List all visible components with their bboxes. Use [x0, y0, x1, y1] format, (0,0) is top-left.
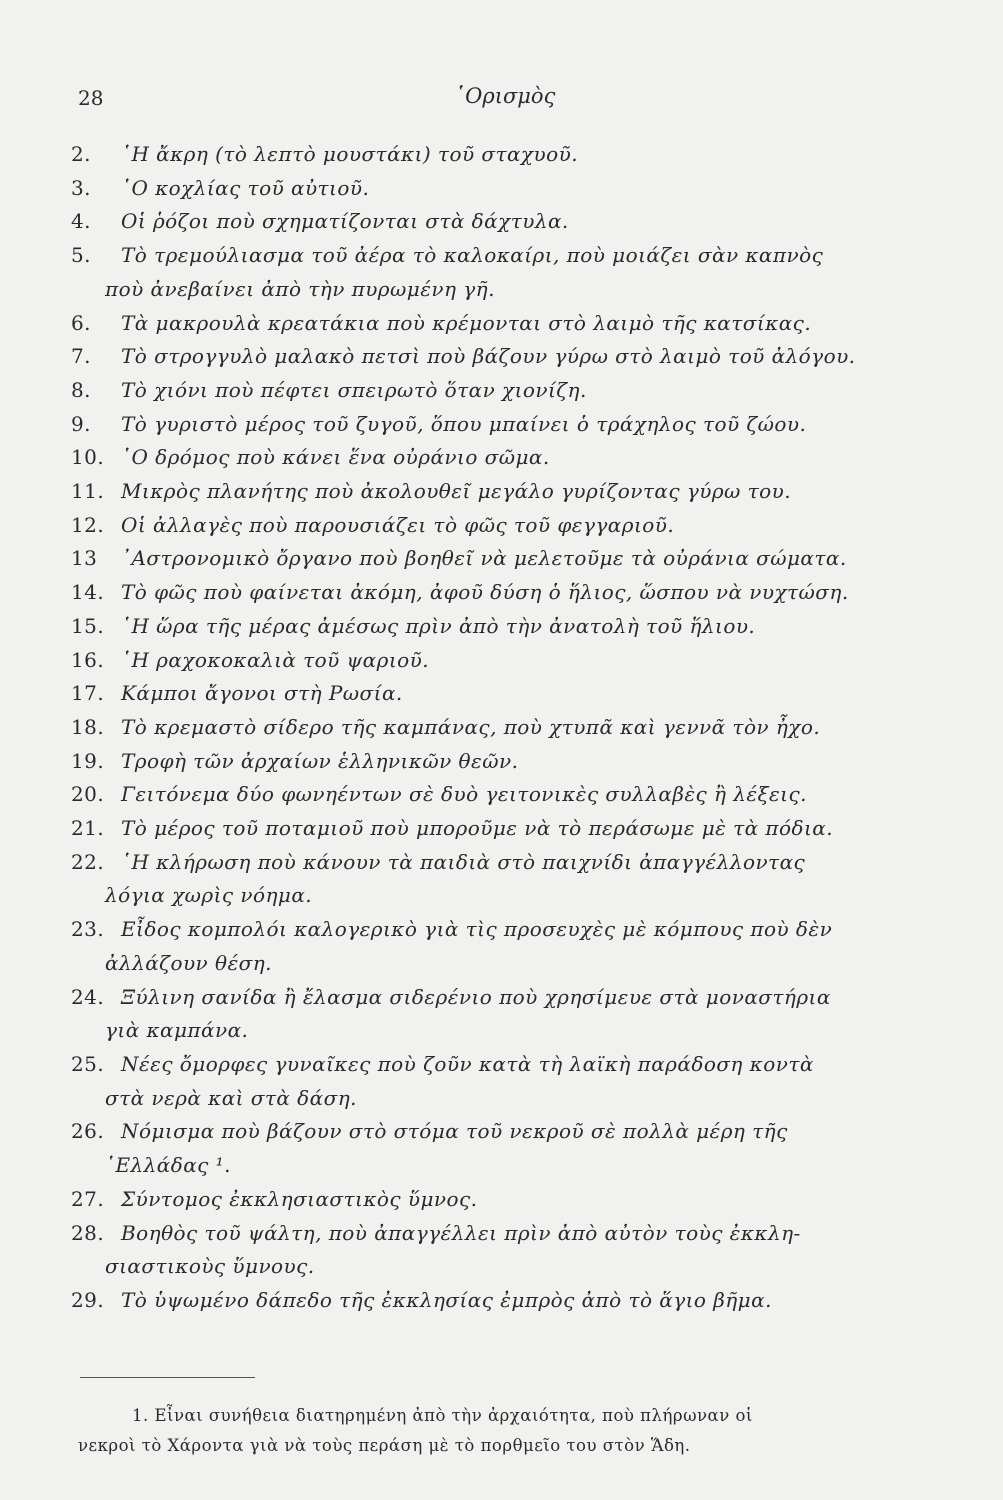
definition-entry: [71, 745, 918, 779]
footnote-rule: [80, 1377, 255, 1378]
footnote-line: 1. Εἶναι συνήθεια διατηρημένη ἀπὸ τὴν ἀρχαιότητα, ποὺ πλήρωναν οἱ: [132, 1406, 753, 1425]
entry-number: 9.: [71, 411, 91, 436]
definition-entry: [71, 441, 918, 475]
entry-text-line: Τὸ φῶς ποὺ φαίνεται ἀκόμη, ἀφοῦ δύση ὁ ἥλιος, ὥσπου νὰ νυχτώση.: [121, 580, 849, 605]
entry-number: 13: [71, 546, 98, 571]
definition-entry: [71, 644, 918, 678]
entry-number: 24.: [71, 984, 105, 1009]
definition-entry: [71, 138, 918, 172]
definition-entry: [71, 1284, 918, 1318]
running-title: ῾Ορισμὸς: [454, 84, 556, 108]
entry-text-line: Τὸ ὑψωμένο δάπεδο τῆς ἐκκλησίας ἐμπρὸς ἀπὸ τὸ ἅγιο βῆμα.: [121, 1287, 772, 1312]
definition-entry: [71, 576, 918, 610]
entry-text-line: Τὸ τρεμούλιασμα τοῦ ἀέρα τὸ καλοκαίρι, ποὺ μοιάζει σὰν καπνὸς: [121, 243, 824, 268]
entry-text-line: λόγια χωρὶς νόημα.: [105, 883, 313, 908]
entry-number: 16.: [71, 647, 105, 672]
definition-entry: [71, 1217, 918, 1284]
entry-number: 6.: [71, 310, 91, 335]
entry-text-line: ῾Ελλάδας ¹.: [105, 1153, 231, 1178]
page-number: 28: [78, 86, 104, 110]
entry-number: 8.: [71, 377, 91, 402]
entry-text-line: Τροφὴ τῶν ἀρχαίων ἑλληνικῶν θεῶν.: [121, 748, 519, 773]
entry-text-line: ἀλλάζουν θέση.: [105, 950, 272, 975]
definition-entry: [71, 1115, 918, 1182]
definition-entry: [71, 475, 918, 509]
entry-text-line: ᾿Αστρονομικὸ ὄργανο ποὺ βοηθεῖ νὰ μελετοῦμε τὰ οὐράνια σώματα.: [121, 546, 847, 571]
footnote: [78, 1401, 908, 1461]
entry-number: 22.: [71, 849, 105, 874]
definition-entry: [71, 610, 918, 644]
entry-text-line: Σύντομος ἐκκλησιαστικὸς ὕμνος.: [121, 1186, 478, 1211]
entry-text-line: Τὸ στρογγυλὸ μαλακὸ πετσὶ ποὺ βάζουν γύρω στὸ λαιμὸ τοῦ ἀλόγου.: [121, 344, 856, 369]
definition-entry: [71, 239, 918, 306]
entry-text-line: ῾Η ὥρα τῆς μέρας ἀμέσως πρὶν ἀπὸ τὴν ἀνατολὴ τοῦ ἥλιου.: [121, 613, 756, 638]
entry-text-line: Μικρὸς πλανήτης ποὺ ἀκολουθεῖ μεγάλο γυρίζοντας γύρω του.: [121, 479, 792, 504]
definition-entry: [71, 1048, 918, 1115]
entry-number: 29.: [71, 1287, 105, 1312]
entry-text-line: ῾Ο κοχλίας τοῦ αὐτιοῦ.: [121, 175, 370, 200]
entry-text-line: ῾Η ἄκρη (τὸ λεπτὸ μουστάκι) τοῦ σταχυοῦ.: [121, 142, 579, 166]
definition-entry: [71, 981, 918, 1048]
entry-text-line: Τὰ μακρουλὰ κρεατάκια ποὺ κρέμονται στὸ λαιμὸ τῆς κατσίκας.: [121, 310, 812, 335]
entry-number: 21.: [71, 816, 105, 841]
entry-text-line: ῾Η κλήρωση ποὺ κάνουν τὰ παιδιὰ στὸ παιχνίδι ἀπαγγέλλοντας: [121, 849, 806, 874]
entry-number: 2.: [71, 142, 91, 166]
entry-number: 10.: [71, 445, 105, 470]
entry-text-line: Νέες ὄμορφες γυναῖκες ποὺ ζοῦν κατὰ τὴ λαϊκὴ παράδοση κοντὰ: [121, 1051, 814, 1076]
entry-number: 17.: [71, 681, 105, 706]
entry-text-line: σιαστικοὺς ὕμνους.: [105, 1254, 315, 1279]
definition-entry: [71, 542, 918, 576]
entry-text-line: Κάμποι ἄγονοι στὴ Ρωσία.: [121, 681, 403, 706]
entry-text-line: Τὸ κρεμαστὸ σίδερο τῆς καμπάνας, ποὺ χτυπᾶ καὶ γεννᾶ τὸν ἦχο.: [121, 714, 821, 739]
entry-number: 23.: [71, 917, 105, 942]
definition-entry: [71, 846, 918, 913]
entry-text-line: γιὰ καμπάνα.: [105, 1018, 249, 1043]
entry-number: 3.: [71, 175, 91, 200]
definition-entry: [71, 711, 918, 745]
entry-text-line: Βοηθὸς τοῦ ψάλτη, ποὺ ἀπαγγέλλει πρὶν ἀπὸ αὐτὸν τοὺς ἐκκλη-: [121, 1220, 801, 1245]
definition-entry: [71, 307, 918, 341]
definition-entry: [71, 778, 918, 812]
definition-entry: [71, 340, 918, 374]
definition-entry: [71, 509, 918, 543]
footnote-line: νεκροὶ τὸ Χάροντα γιὰ νὰ τοὺς περάση μὲ τὸ πορθμεῖο του στὸν Ἅδη.: [78, 1436, 691, 1455]
entry-number: 27.: [71, 1186, 105, 1211]
entry-number: 28.: [71, 1220, 105, 1245]
entry-text-line: Οἱ ἀλλαγὲς ποὺ παρουσιάζει τὸ φῶς τοῦ φεγγαριοῦ.: [121, 512, 675, 537]
definition-list: [71, 138, 918, 1318]
definition-entry: [71, 913, 918, 980]
entry-number: 7.: [71, 344, 91, 369]
entry-text-line: Νόμισμα ποὺ βάζουν στὸ στόμα τοῦ νεκροῦ σὲ πολλὰ μέρη τῆς: [121, 1119, 788, 1144]
entry-number: 18.: [71, 714, 105, 739]
definition-entry: [71, 374, 918, 408]
definition-entry: [71, 408, 918, 442]
entry-number: 15.: [71, 613, 105, 638]
entry-text-line: Τὸ γυριστὸ μέρος τοῦ ζυγοῦ, ὅπου μπαίνει ὁ τράχηλος τοῦ ζώου.: [121, 411, 807, 436]
entry-text-line: Τὸ μέρος τοῦ ποταμιοῦ ποὺ μποροῦμε νὰ τὸ περάσωμε μὲ τὰ πόδια.: [121, 816, 834, 841]
entry-number: 11.: [71, 479, 105, 504]
entry-number: 25.: [71, 1051, 105, 1076]
definition-entry: [71, 1183, 918, 1217]
entry-number: 20.: [71, 782, 105, 807]
entry-text-line: Γειτόνεμα δύο φωνηέντων σὲ δυὸ γειτονικὲς συλλαβὲς ἢ λέξεις.: [121, 782, 807, 807]
entry-text-line: Τὸ χιόνι ποὺ πέφτει σπειρωτὸ ὅταν χιονίζη.: [121, 377, 587, 402]
entry-text-line: Εἶδος κομπολόι καλογερικὸ γιὰ τὶς προσευχὲς μὲ κόμπους ποὺ δὲν: [121, 917, 833, 942]
entry-text-line: ποὺ ἀνεβαίνει ἀπὸ τὴν πυρωμένη γῆ.: [105, 276, 495, 301]
definition-entry: [71, 205, 918, 239]
entry-number: 26.: [71, 1119, 105, 1144]
entry-text-line: ῾Η ραχοκοκαλιὰ τοῦ ψαριοῦ.: [121, 647, 430, 672]
definition-entry: [71, 677, 918, 711]
entry-number: 12.: [71, 512, 105, 537]
entry-number: 4.: [71, 209, 91, 234]
entry-number: 19.: [71, 748, 105, 773]
entry-text-line: Ξύλινη σανίδα ἢ ἔλασμα σιδερένιο ποὺ χρησίμευε στὰ μοναστήρια: [121, 984, 831, 1009]
entry-number: 5.: [71, 243, 91, 268]
entry-text-line: ῾Ο δρόμος ποὺ κάνει ἕνα οὐράνιο σῶμα.: [121, 445, 550, 470]
entry-text-line: στὰ νερὰ καὶ στὰ δάση.: [105, 1085, 357, 1110]
entry-number: 14.: [71, 580, 105, 605]
definition-entry: [71, 172, 918, 206]
definition-entry: [71, 812, 918, 846]
entry-text-line: Οἱ ῥόζοι ποὺ σχηματίζονται στὰ δάχτυλα.: [121, 209, 569, 234]
